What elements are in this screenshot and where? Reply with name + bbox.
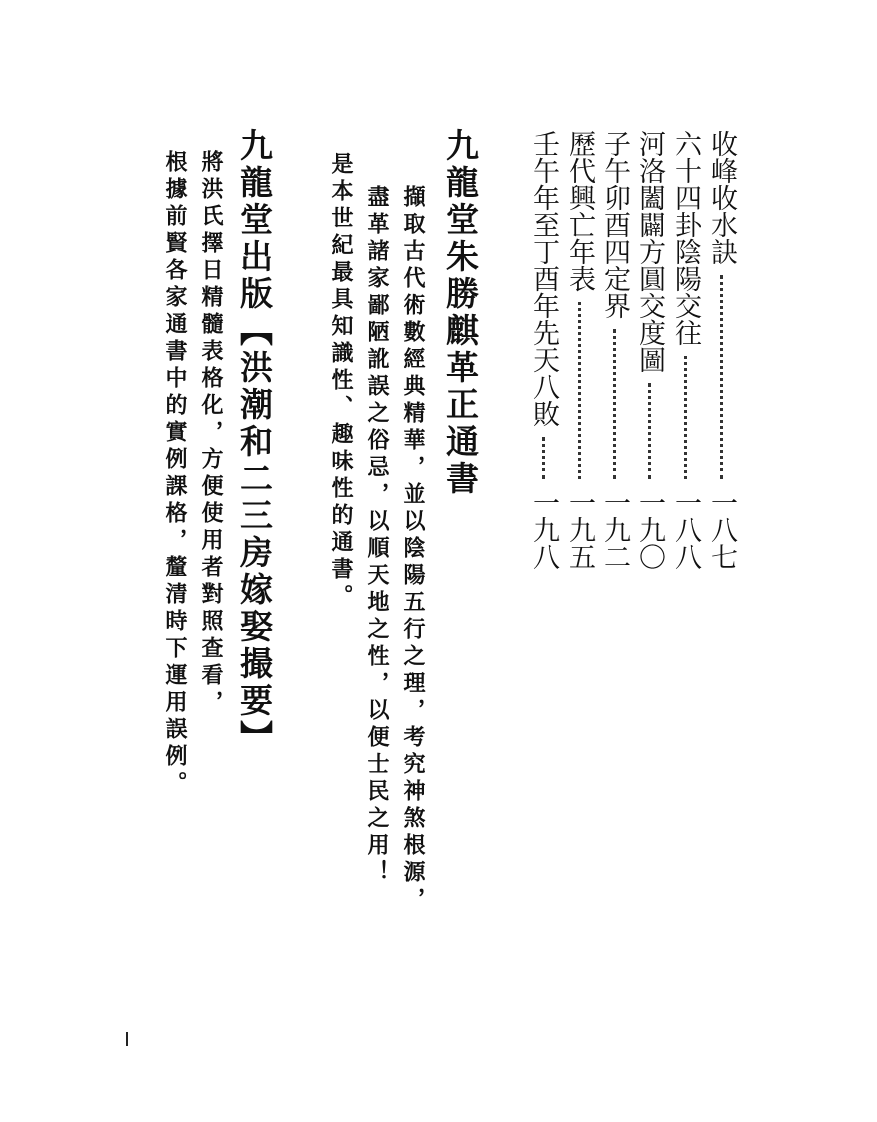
toc-dot-leader xyxy=(542,437,545,479)
toc-item-page: 一九五 xyxy=(564,489,595,570)
toc-dot-leader xyxy=(613,329,616,479)
toc-item-page: 一八八 xyxy=(670,489,701,570)
bracket-open: 【 xyxy=(235,313,274,350)
toc-item-page: 一八七 xyxy=(706,489,737,570)
ad-tongshu-line: 是本世紀最具知識性、趣味性的通書。 xyxy=(328,152,354,611)
ad-marriage-guide-line: 根據前賢各家通書中的實例課格，釐清時下運用誤例。 xyxy=(162,150,188,798)
bracket-close: 】 xyxy=(235,720,274,757)
ad-marriage-guide-title xyxy=(235,128,274,757)
toc-item xyxy=(704,130,738,570)
toc-item-page: 一九二 xyxy=(599,489,630,570)
toc-dot-leader xyxy=(720,275,723,479)
toc-dot-leader xyxy=(648,383,651,479)
ad-tongshu-line: 擷取古代術數經典精華，並以陰陽五行之理，考究神煞根源， xyxy=(400,185,426,914)
toc-dot-leader xyxy=(684,356,687,479)
toc-item-title: 壬午年至丁酉年先天八敗 xyxy=(528,130,559,427)
toc-item-title: 歷代興亡年表 xyxy=(564,130,595,292)
toc-item xyxy=(562,130,596,570)
toc-item xyxy=(597,130,631,570)
ad-marriage-guide-book-title: 洪潮和二三房嫁娶撮要 xyxy=(235,350,274,720)
toc-item-title: 河洛闔闢方圓交度圖 xyxy=(634,130,665,373)
toc-item-title: 六十四卦陰陽交往 xyxy=(670,130,701,346)
toc-item xyxy=(668,130,702,570)
toc-item-title: 子午卯酉四定界 xyxy=(599,130,630,319)
toc-item xyxy=(526,130,560,570)
scan-mark xyxy=(126,1032,128,1046)
ad-tongshu-title: 九龍堂朱勝麒革正通書 xyxy=(441,128,480,498)
toc-dot-leader xyxy=(578,302,581,479)
toc-item-page: 一九八 xyxy=(528,489,559,570)
ad-marriage-guide-publisher: 九龍堂出版 xyxy=(235,128,274,313)
toc-item-page: 一九〇 xyxy=(634,489,665,570)
toc-item xyxy=(632,130,666,570)
toc-item-title: 收峰收水訣 xyxy=(706,130,737,265)
ad-tongshu-line: 盡革諸家鄙陋訛誤之俗忌，以順天地之性，以便士民之用！ xyxy=(364,185,390,887)
ad-marriage-guide-line: 將洪氏擇日精髓表格化，方便使用者對照查看， xyxy=(198,150,224,717)
